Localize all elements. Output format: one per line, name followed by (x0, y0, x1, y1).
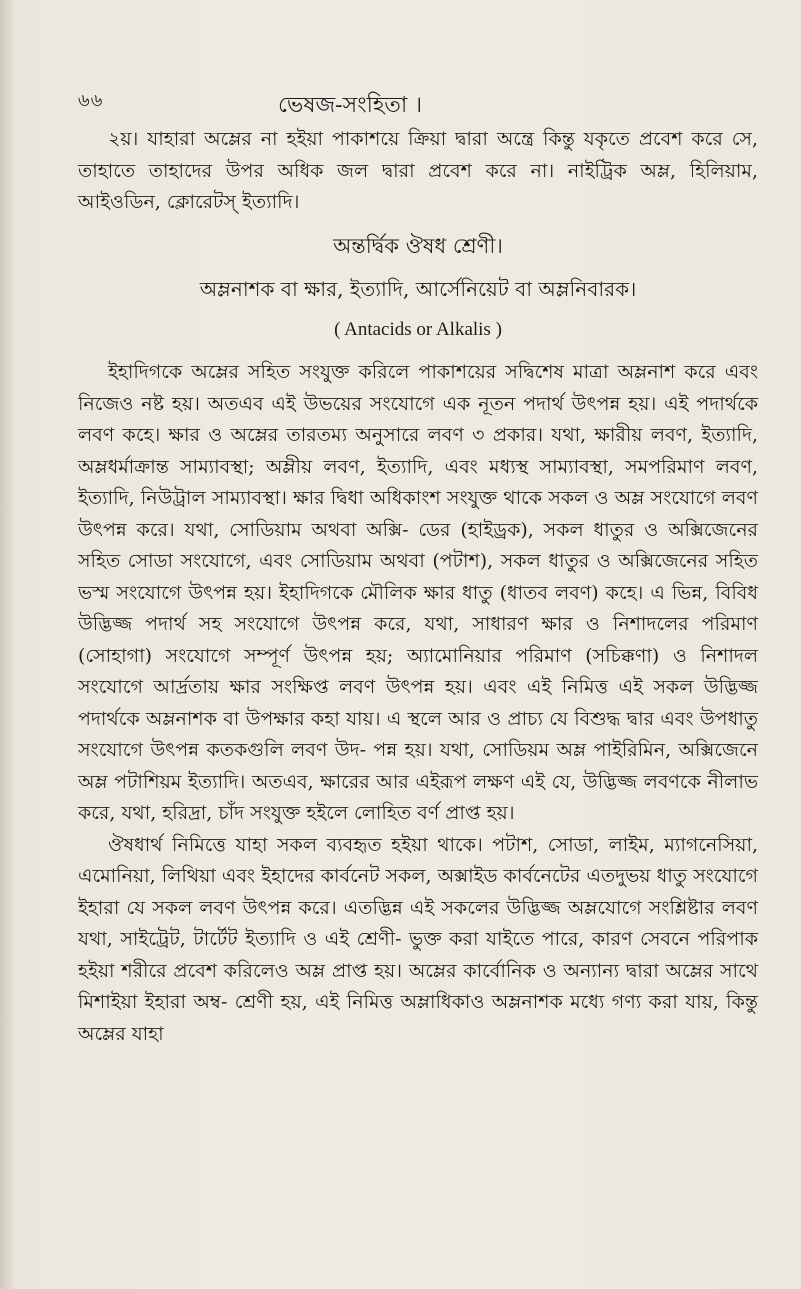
section-latin-title: ( Antacids or Alkalis ) (334, 318, 502, 340)
section-title: অন্তর্দ্বিক ঔষধ শ্রেণী। (333, 233, 503, 258)
running-head: ভেষজ-সংহিতা । (278, 93, 423, 118)
body-paragraph-1: ইহাদিগকে অম্লের সহিত সংযুক্ত করিলে পাকাশয়ের সদ্বিশেষ মাত্রা অম্লনাশ করে এবং নিজেও নষ্ট হয়। অতএব এই উভয়ের সংযোগে এক নূতন পদার্থ উৎপন্ন হয়। এই পদার্থকে লবণ কহে। ক্ষার ও অম্লের তারতম্য অনুসারে লবণ ৩ প্রকার। যথা, ক্ষারীয় লবণ, ইত্যাদি, অম্লধর্মাক্রান্ত সাম্যাবস্থা; অম্লীয় লবণ, ইত্যাদি, এবং মধ্যস্থ সাম্যাবস্থা, সমপরিমাণ লবণ, ইত্যাদি, নিউট্রাল সাম্যাবস্থা। ক্ষার দ্বিধা অধিকাংশ সংযুক্ত থাকে সকল ও অম্ল সংযোগে লবণ উৎপন্ন করে। যথা, সোডিয়াম অথবা অক্সি- ডের (হাইড্রক), সকল ধাতুর ও অক্সিজেনের সহিত সোডা সংযোগে, এবং সোডিয়াম অথবা (পটাশ), সকল ধাতুর ও অক্সিজেনের সহিত ভস্ম সংযোগে উৎপন্ন হয়। ইহাদিগকে মৌলিক ক্ষার ধাতু (ধাতব লবণ) কহে। এ ভিন্ন, বিবিধ উদ্ভিজ্জ পদার্থ সহ সংযোগে উৎপন্ন করে, যথা, সাধারণ ক্ষার ও নিশাদলের পরিমাণ (সোহাগা) সংযোগে সম্পূর্ণ উৎপন্ন হয়; অ্যামোনিয়ার পরিমাণ (সচিক্কণা) ও নিশাদল সংযোগে আর্দ্রতায় ক্ষার সংক্ষিপ্ত লবণ উৎপন্ন হয়। এবং এই নিমিত্ত এই সকল উদ্ভিজ্জ পদার্থকে অম্লনাশক বা উপক্ষার কহা যায়। এ স্থলে আর ও প্রাচ্য যে বিশুদ্ধ দ্বার এবং উপধাতু সংযোগে উৎপন্ন কতকগুলি লবণ উদ- পন্ন হয়। যথা, সোডিয়ম অম্ল পাইরিমিন, অক্সিজেনে অম্ল পটাশিয়ম ইত্যাদি। অতএব, ক্ষারের আর এইরূপ লক্ষণ এই যে, উদ্ভিজ্জ লবণকে নীলাভ করে, যথা, হরিদ্রা, চাঁদ সংযুক্ত হইলে লোহিত বর্ণ প্রাপ্ত হয়। (78, 361, 758, 824)
intro-paragraph: ২য়। যাহারা অম্লের না হইয়া পাকাশয়ে ক্রিয়া দ্বারা অন্ত্রে কিন্তু যকৃতে প্রবেশ করে সে, তাহাতে তাহাদের উপর অধিক জল দ্বারা প্রবেশ করে না। নাইট্রিক অম্ল, হিলিয়াম, আইওডিন, ক্লোরেটস্ ইত্যাদি। (78, 128, 758, 213)
page-header (78, 84, 758, 124)
page-gutter-shadow (0, 0, 14, 1289)
page-content (78, 84, 758, 1050)
body-paragraph-2: ঔষধার্থ নিমিত্তে যাহা সকল ব্যবহৃত হইয়া থাকে। পটাশ, সোডা, লাইম, ম্যাগনেসিয়া, এমোনিয়া, লিথিয়া এবং ইহাদের কার্বনেট সকল, অক্সাইড কার্বনেটের এতদুভয় ধাতু সংযোগে ইহারা যে সকল লবণ উৎপন্ন করে। এতদ্ভিন্ন এই সকলের উদ্ভিজ্জ অম্লযোগে সংশ্লিষ্টার লবণ যথা, সাইট্রেট, টার্টেট ইত্যাদি ও এই শ্রেণী- ভুক্ত করা যাইতে পারে, কারণ সেবনে পরিপাক হইয়া শরীরে প্রবেশ করিলেও অম্ল প্রাপ্ত হয়। অম্লের কার্বোনিক ও অন্যান্য দ্বারা অম্লের সাথে মিশাইয়া ইহারা অম্ব- শ্রেণী হয়, এই নিমিত্ত অম্লাধিকাও অম্লনাশক মধ্যে গণ্য করা যায়, কিন্তু অম্লের যাহা (78, 833, 758, 1045)
section-subtitle: অম্লনাশক বা ক্ষার, ইত্যাদি, আর্সেনিয়েট বা অম্লনিবারক। (199, 277, 637, 301)
page-number: ৬৬ (78, 90, 104, 111)
